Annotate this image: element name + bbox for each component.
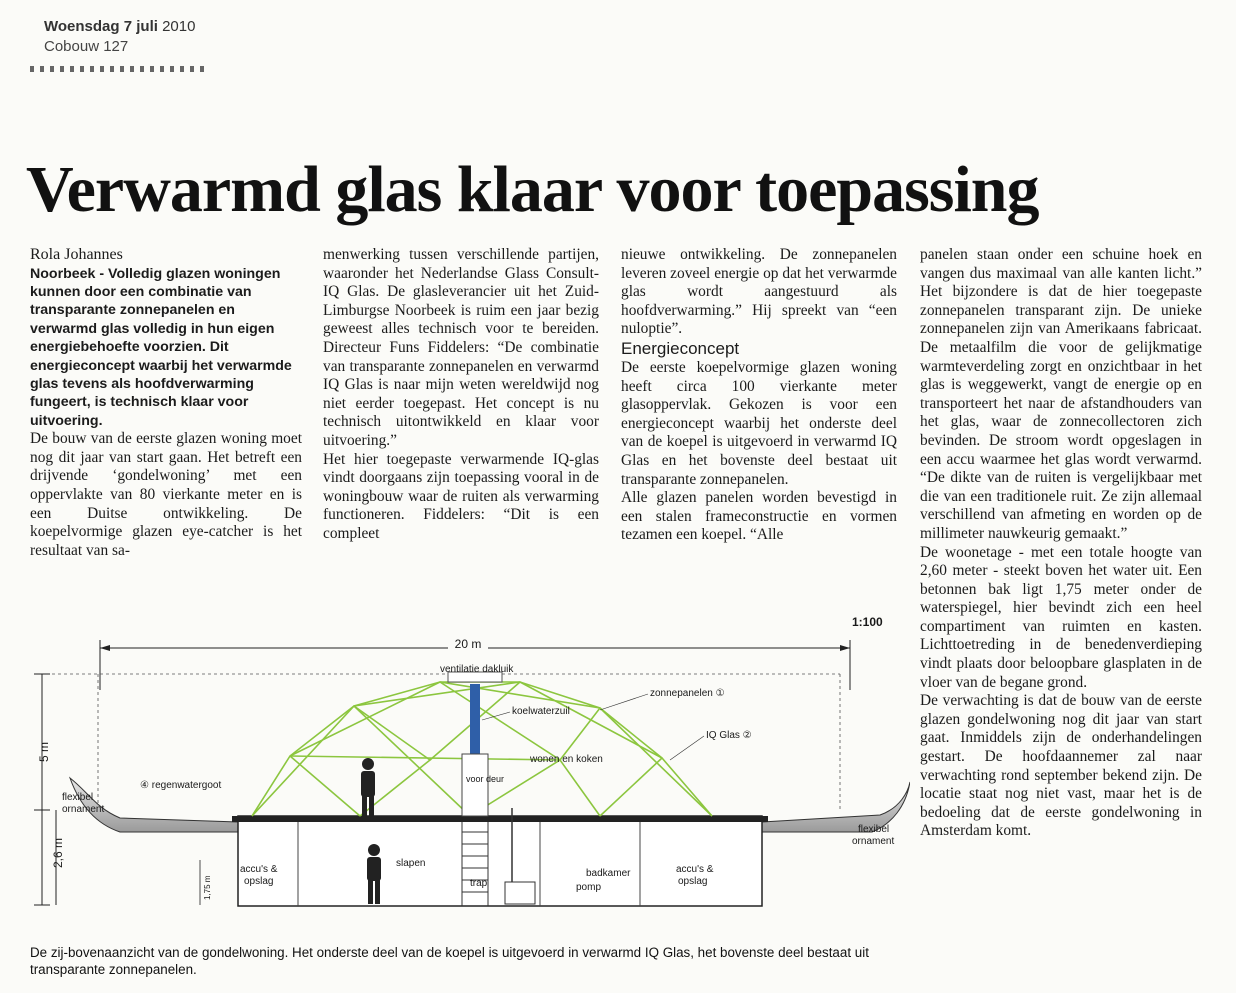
cooling-water-column bbox=[470, 684, 480, 754]
person-figure bbox=[361, 758, 375, 816]
issue-date bbox=[44, 18, 195, 35]
body-paragraph: panelen staan onder een schuine hoek en vangen dus maximaal van alle kanten licht.” Het bijzondere is dat de hier toegepaste zonnepanelen transparant zijn. De unieke zonnepanelen zijn van Amerikaans fabricaat. De metaalfilm die voor de gelijkmatige warmteverdeling zorgt en onzichtbaar in het glas is weggewerkt, vangt de energie op en transporteert het naar de afstandhouders van het glas, waar de zonnecollectoren zich bevinden. De stroom wordt opgeslagen in een accu waarmee het glas wordt verwarmd. “De dikte van de ruiten is vergelijkbaar met die van een traditionele ruit. Ze zijn allemaal verschillend van afmeting en worden op de millimeter nauwkeurig gemaakt.” bbox=[920, 246, 1202, 542]
label-stairs: trap bbox=[470, 878, 488, 889]
label-battery-left: accu's & bbox=[240, 864, 278, 875]
gondola-house-diagram bbox=[0, 610, 910, 940]
byline: Rola Johannes bbox=[30, 246, 123, 263]
lead-paragraph: Noorbeek - Volledig glazen woningen kunnen door een combinatie van transparante zonnepanelen en verwarmd glas volledig in hun eigen energiebehoefte voorzien. Dit energieconcept waarbij het verwarmde glas tevens als hoofdverwarming fungeert, is technisch klaar voor uitvoering. bbox=[30, 265, 292, 429]
front-door bbox=[462, 754, 488, 816]
body-paragraph: nieuwe ontwikkeling. De zonnepanelen leveren zoveel energie op dat het verwarmde glas wordt aangestuurd als hoofdverwarming.” Hij spreekt van “een nuloptie”. bbox=[621, 246, 897, 338]
label-iq-glass: IQ Glas ② bbox=[706, 730, 752, 741]
label-solar-panels: zonnepanelen ① bbox=[650, 688, 725, 699]
label-storage-left: opslag bbox=[244, 876, 274, 887]
body-paragraph: De bouw van de eerste glazen woning moet nog dit jaar van start gaan. Het betreft een drijvende ‘gondelwoning’ met een oppervlakte van 80 vierkante meter en is een Duitse ontwikkeling. De koepelvormige glazen eye-catcher is het resultaat van sa- bbox=[30, 430, 302, 559]
lower-height-label: 2,6 m bbox=[51, 837, 65, 868]
label-ornament-left: ornament bbox=[62, 804, 105, 815]
label-sleeping: slapen bbox=[396, 858, 426, 869]
article-headline: Verwarmd glas klaar voor toepassing bbox=[26, 153, 1039, 226]
label-battery-right: accu's & bbox=[676, 864, 714, 875]
body-paragraph: menwerking tussen verschillende partijen, waaronder het Nederlandse Glass Consult-IQ Glas. De glasleverancier uit het Zuid-Limburgse Noorbeek is ruim een jaar bezig geweest alles technisch voor te bereiden. Directeur Funs Fiddelers: “De combinatie van transparante zonnepanelen en verwarmd IQ Glas is naar mijn weten wereldwijd nog niet eerder toegepast. Het concept is nu technisch uitontwikkeld en klaar voor uitvoering.” bbox=[323, 246, 599, 449]
label-ornament-right: ornament bbox=[852, 836, 895, 847]
height-label: 5 m bbox=[37, 741, 51, 762]
body-paragraph: Alle glazen panelen worden bevestigd in een stalen frameconstructie en vormen tezamen een koepel. “Alle bbox=[621, 489, 897, 544]
label-flexible-left: flexibel bbox=[62, 792, 94, 803]
body-paragraph: De woonetage - met een totale hoogte van 2,60 meter - steekt boven het water uit. Een betonnen bak ligt 1,75 meter onder de waterspiegel, hier bevindt zich een heel compartiment van ruimten en kasten. Lichttoetreding in de benedenverdieping vindt plaats door beloopbare glasplaten in de vloer van de begane grond. bbox=[920, 543, 1202, 691]
scale-label: 1:100 bbox=[852, 615, 883, 629]
article-column-1 bbox=[30, 246, 302, 560]
article-column-2 bbox=[323, 246, 599, 544]
article-column-3 bbox=[621, 246, 897, 545]
depth-label: 1,75 m bbox=[203, 875, 212, 900]
body-paragraph: De eerste koepelvormige glazen woning heeft circa 100 vierkante meter glasoppervlak. Gekozen is voor een energieconcept waarbij het onderste deel van de koepel is uitgevoerd in verwarmd IQ Glas en het bovenste deel bestaat uit transparante zonnepanelen. bbox=[621, 358, 897, 488]
label-rain-gutter: ④ regenwatergoot bbox=[140, 780, 222, 791]
width-label: 20 m bbox=[454, 637, 482, 651]
deck-floor bbox=[232, 816, 768, 822]
header-dotted-rule bbox=[30, 66, 210, 72]
label-storage-right: opslag bbox=[678, 876, 708, 887]
issue-year: 2010 bbox=[162, 18, 196, 35]
label-flexible-right: flexibel bbox=[858, 824, 890, 835]
lower-deck-box bbox=[238, 816, 762, 906]
article-column-4 bbox=[920, 246, 1202, 841]
body-paragraph: Het hier toegepaste verwarmende IQ-glas vindt doorgaans zijn toepassing vooral in de woningbouw waar de ruiten als verwarming functioneren. Fiddelers: “Dit is een compleet bbox=[323, 450, 599, 542]
section-subhead: Energieconcept bbox=[621, 338, 740, 358]
body-paragraph: De verwachting is dat de bouw van de eerste glazen gondelwoning nog dit jaar van start gaat. Inmiddels zijn de onderhandelingen gestart. De hoofdaannemer zal naar verwachting rond september bekend zijn. De locatie staat nog niet vast, maar het is de bedoeling dat de eerste gondelwoning in Amsterdam komt. bbox=[920, 692, 1202, 840]
label-cooling-column: koelwaterzuil bbox=[512, 706, 570, 717]
issue-weekday-date: Woensdag 7 juli bbox=[44, 18, 158, 35]
publication-name: Cobouw 127 bbox=[44, 38, 129, 55]
label-front-door: voor deur bbox=[466, 774, 505, 784]
label-bathroom: badkamer bbox=[586, 868, 631, 879]
diagram-caption: De zij-bovenaanzicht van de gondelwoning. Het onderste deel van de koepel is uitgevoerd in verwarmd IQ Glas, het bovenste deel bestaat uit transparante zonnepanelen. bbox=[30, 945, 869, 977]
label-pump: pomp bbox=[576, 882, 602, 893]
pump-box bbox=[505, 882, 535, 904]
label-ventilation-hatch: ventilatie dakluik bbox=[440, 664, 514, 675]
label-living-kitchen: wonen en koken bbox=[530, 754, 603, 765]
